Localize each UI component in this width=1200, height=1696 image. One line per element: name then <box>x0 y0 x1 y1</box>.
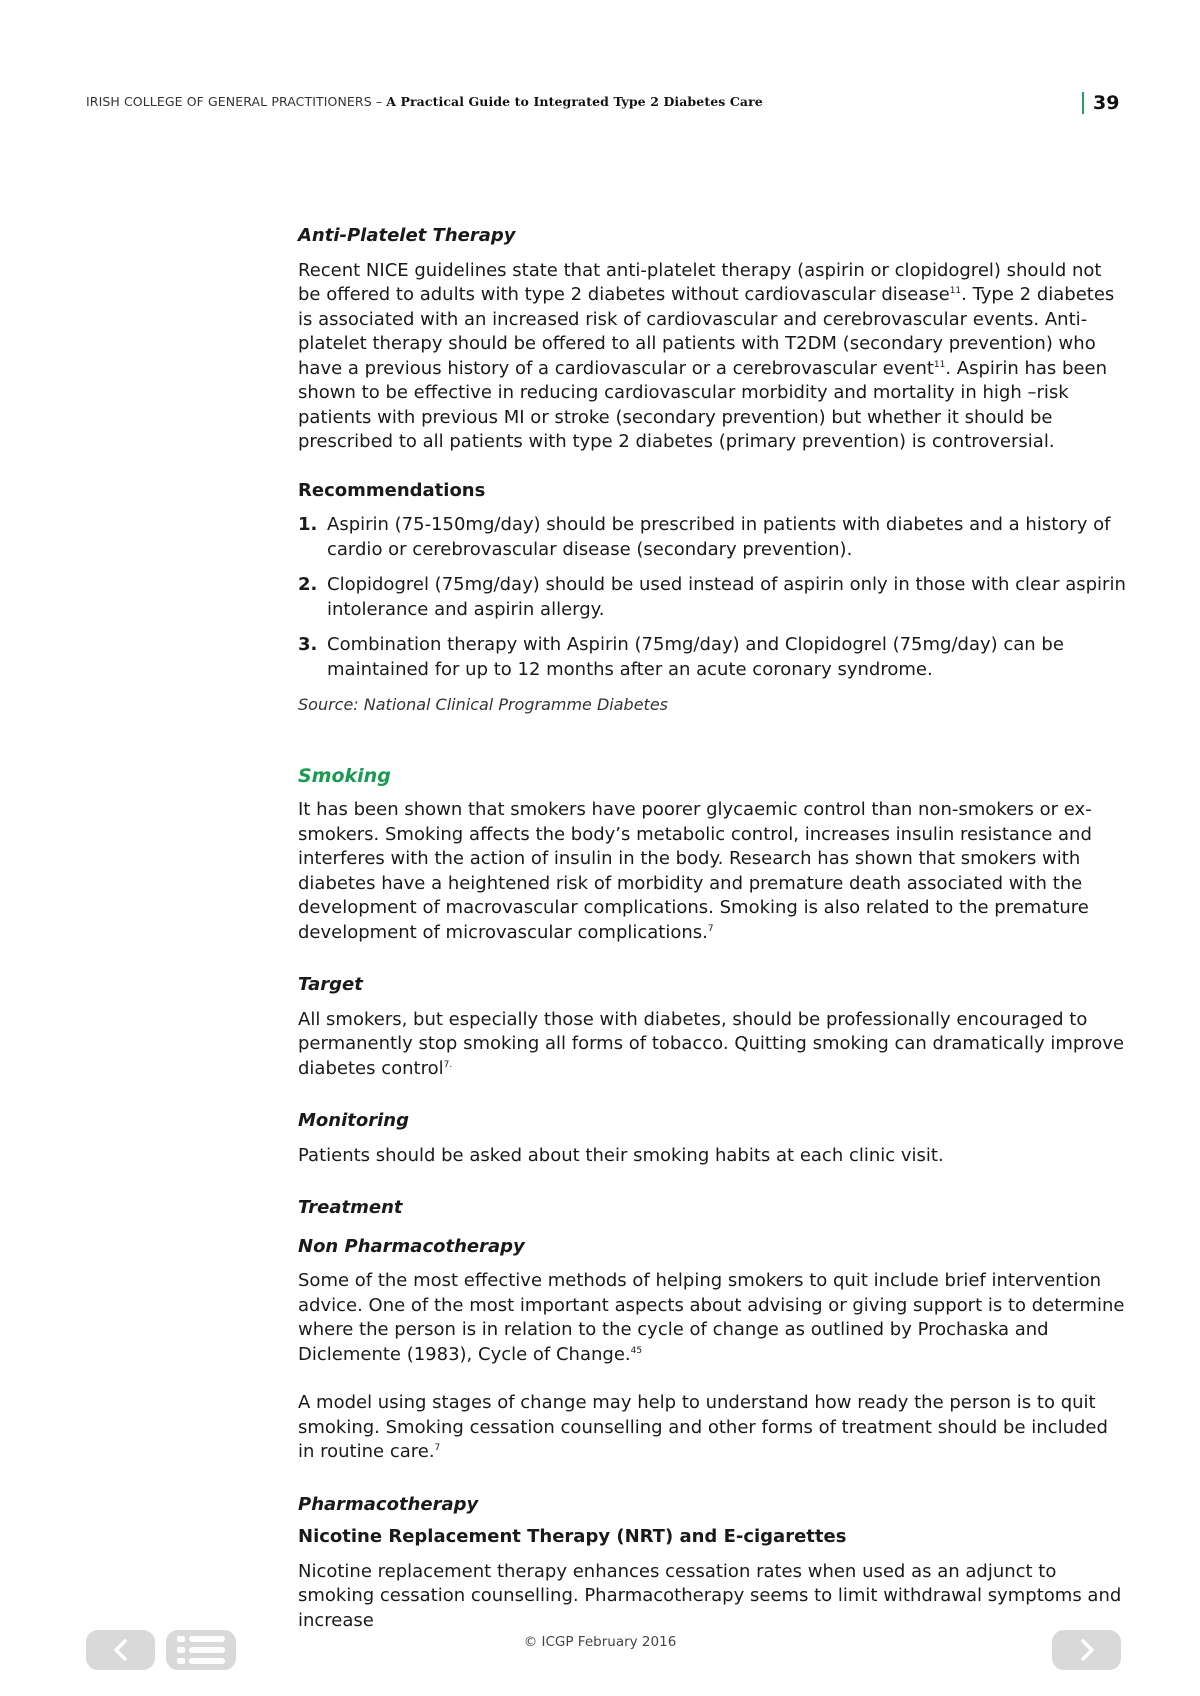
page-number: 39 <box>1093 92 1120 114</box>
header-guide-title: A Practical Guide to Integrated Type 2 Diabetes Care <box>386 94 763 109</box>
running-header <box>86 94 763 109</box>
page-number-divider <box>1082 92 1084 114</box>
non-pharmacotherapy-paragraph-2: A model using stages of change may help to understand how ready the person is to quit smoking. Smoking cessation counselling and other forms of treatment should be included in routine care.$^7$ <box>298 1392 1108 1462</box>
recommendations-heading: Recommendations <box>298 479 486 501</box>
pharmacotherapy-heading: Pharmacotherapy <box>298 1493 479 1515</box>
monitoring-heading: Monitoring <box>298 1110 409 1131</box>
next-page-button[interactable] <box>1052 1630 1121 1670</box>
reference-marker: 7 <box>707 923 714 934</box>
reference-marker: 45 <box>630 1345 643 1356</box>
header-org: IRISH COLLEGE OF GENERAL PRACTITIONERS – <box>86 94 387 109</box>
main-content <box>298 224 1128 1633</box>
list-item: 3. Combination therapy with Aspirin (75mg/day) and Clopidogrel (75mg/day) can be maintained for up to 12 months after an acute coronary syndrome. <box>298 634 1064 680</box>
target-paragraph: All smokers, but especially those with diabetes, should be professionally encouraged to permanently stop smoking all forms of tobacco. Quitting smoking can dramatically improve diabetes control$^{7.}$ <box>298 1008 1125 1079</box>
footer-copyright: © ICGP February 2016 <box>523 1634 677 1650</box>
recommendations-list <box>298 513 1128 682</box>
source-citation: Source: National Clinical Programme Diabetes <box>298 695 668 714</box>
reference-marker: 11 <box>933 359 946 370</box>
non-pharmacotherapy-heading: Non Pharmacotherapy <box>298 1235 525 1257</box>
treatment-heading: Treatment <box>298 1197 403 1218</box>
nrt-paragraph: Nicotine replacement therapy enhances cessation rates when used as an adjunct to smoking cessation counselling. Pharmacotherapy seems to limit withdrawal symptoms and increase <box>298 1560 1122 1631</box>
reference-marker: 7 <box>434 1443 441 1453</box>
smoking-heading: Smoking <box>298 764 391 787</box>
antiplatelet-heading: Anti-Platelet Therapy <box>298 225 516 246</box>
list-item: 1. Aspirin (75-150mg/day) should be prescribed in patients with diabetes and a history of cardio or cerebrovascular disease (secondary prevention). <box>298 514 1111 560</box>
monitoring-paragraph: Patients should be asked about their smoking habits at each clinic visit. <box>298 1144 944 1166</box>
reference-marker: 11 <box>949 286 962 296</box>
list-item: 2. Clopidogrel (75mg/day) should be used instead of aspirin only in those with clear aspirin intolerance and aspirin allergy. <box>298 574 1126 620</box>
antiplatelet-paragraph: Recent NICE guidelines state that anti-platelet therapy (aspirin or clopidogrel) should not be offered to adults with type 2 diabetes without cardiovascular disease$^{11}$. Type 2 diabetes is associated with an increased risk of cardiovascular and cerebrovascular events. Anti-platelet therapy should be offered to all patients with T2DM (secondary prevention) who have a previous history of a cardiovascular or a cerebrovascular event$^{11}$. Aspirin has been shown to be effective in reducing cardiovascular morbidity and mortality in high –risk patients with previous MI or stroke (secondary prevention) but whether it should be prescribed to all patients with type 2 diabetes (primary prevention) is controversial. <box>298 259 1115 452</box>
target-heading: Target <box>298 974 363 995</box>
nrt-heading: Nicotine Replacement Therapy (NRT) and E-cigarettes <box>298 1526 847 1547</box>
smoking-paragraph: It has been shown that smokers have poorer glycaemic control than non-smokers or ex-smokers. Smoking affects the body’s metabolic control, increases insulin resistance and interferes with the action of insulin in the body. Research has shown that smokers with diabetes have a heightened risk of morbidity and premature death associated with the development of macrovascular complications. Smoking is also related to the premature development of microvascular complications.$^7$ <box>298 799 1092 943</box>
reference-marker: 7. <box>443 1059 453 1070</box>
chevron-right-icon <box>1077 1638 1097 1662</box>
non-pharmacotherapy-paragraph-1: Some of the most effective methods of helping smokers to quit include brief intervention advice. One of the most important aspects about advising or giving support is to determine where the person is in relation to the cycle of change as outlined by Prochaska and Diclemente (1983), Cycle of Change.$^{45}$ <box>298 1270 1125 1365</box>
